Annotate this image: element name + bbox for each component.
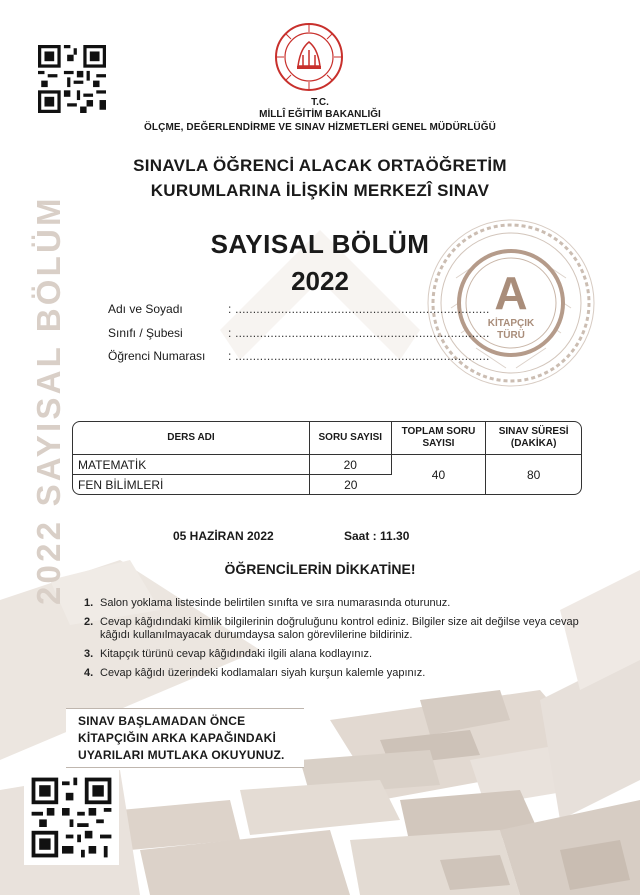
list-item [84, 648, 594, 661]
qr-code-icon [24, 770, 119, 865]
list-item-text: Cevap kâğıdındaki kimlik bilgilerinin doğruluğunu kontrol ediniz. Bilgiler size ait değilse veya cevap kâğıdı kullanılmayacak durumdaysa salon görevlilerine bildiriniz. [100, 616, 579, 641]
notice-line3: UYARILARI MUTLAKA OKUYUNUZ. [78, 748, 285, 762]
list-item-number: 2. [84, 616, 94, 628]
exam-duration: 80 [526, 467, 541, 482]
student-number-field-line[interactable]: : ........................................................................ [228, 349, 490, 363]
side-label-text: 2022 SAYISAL BÖLÜM [30, 195, 67, 605]
booklet-type-line2: TÜRÜ [497, 330, 525, 341]
booklet-letter: A [494, 267, 528, 319]
ministry-name: MİLLÎ EĞİTİM BAKANLIĞI [259, 109, 381, 120]
exam-title-line1: SINAVLA ÖĞRENCİ ALACAK ORTAÖĞRETİM [133, 156, 507, 175]
subject-table [72, 421, 582, 495]
list-item-number: 3. [84, 648, 94, 660]
class-field-label: Sınıfı / Şubesi [108, 326, 183, 340]
list-item-number: 4. [84, 667, 94, 679]
subject-name: MATEMATİK [73, 455, 310, 475]
table-header: TOPLAM SORU SAYISI [392, 422, 487, 455]
list-item-text: Cevap kâğıdı üzerindeki kodlamaları siyah kurşun kalemle yapınız. [100, 667, 426, 679]
table-header-row [73, 422, 581, 455]
exam-year: 2022 [291, 266, 349, 296]
table-header: SORU SAYISI [310, 422, 392, 455]
back-cover-notice [66, 708, 304, 768]
booklet-type-line1: KİTAPÇIK [487, 318, 535, 329]
table-row [73, 455, 581, 475]
exam-title-line2: KURUMLARINA İLİŞKİN MERKEZÎ SINAV [150, 181, 490, 200]
list-item [84, 667, 594, 680]
exam-date: 05 HAZİRAN 2022 [173, 529, 274, 543]
ministry-seal-icon [274, 22, 344, 92]
list-item-text: Salon yoklama listesinde belirtilen sınıfta ve sıra numarasında oturunuz. [100, 597, 451, 609]
instruction-list [84, 597, 594, 686]
section-title: SAYISAL BÖLÜM [210, 229, 430, 259]
class-field-line[interactable]: : ........................................................................ [228, 326, 490, 340]
tc-label: T.C. [311, 97, 329, 108]
question-count: 20 [310, 455, 392, 475]
table-header: SINAV SÜRESİ (DAKİKA) [486, 422, 581, 455]
total-questions: 40 [392, 455, 487, 494]
name-field-label: Adı ve Soyadı [108, 302, 183, 316]
table-header: DERS ADI [73, 422, 310, 455]
name-field-line[interactable]: : ........................................................................ [228, 302, 490, 316]
subject-name: FEN BİLİMLERİ [73, 475, 310, 494]
question-count: 20 [344, 477, 358, 492]
notice-line1: SINAV BAŞLAMADAN ÖNCE [78, 714, 246, 728]
list-item-text: Kitapçık türünü cevap kâğıdındaki ilgili alana kodlayınız. [100, 648, 373, 660]
attention-title: ÖĞRENCİLERİN DİKKATİNE! [224, 561, 416, 577]
list-item-number: 1. [84, 597, 94, 609]
exam-time: Saat : 11.30 [344, 529, 410, 543]
directorate-name: ÖLÇME, DEĞERLENDİRME VE SINAV HİZMETLERİ GENEL MÜDÜRLÜĞÜ [144, 122, 496, 133]
student-number-field-label: Öğrenci Numarası [108, 349, 206, 363]
list-item [84, 616, 594, 642]
list-item [84, 597, 594, 610]
notice-line2: KİTAPÇIĞIN ARKA KAPAĞINDAKİ [78, 731, 277, 745]
